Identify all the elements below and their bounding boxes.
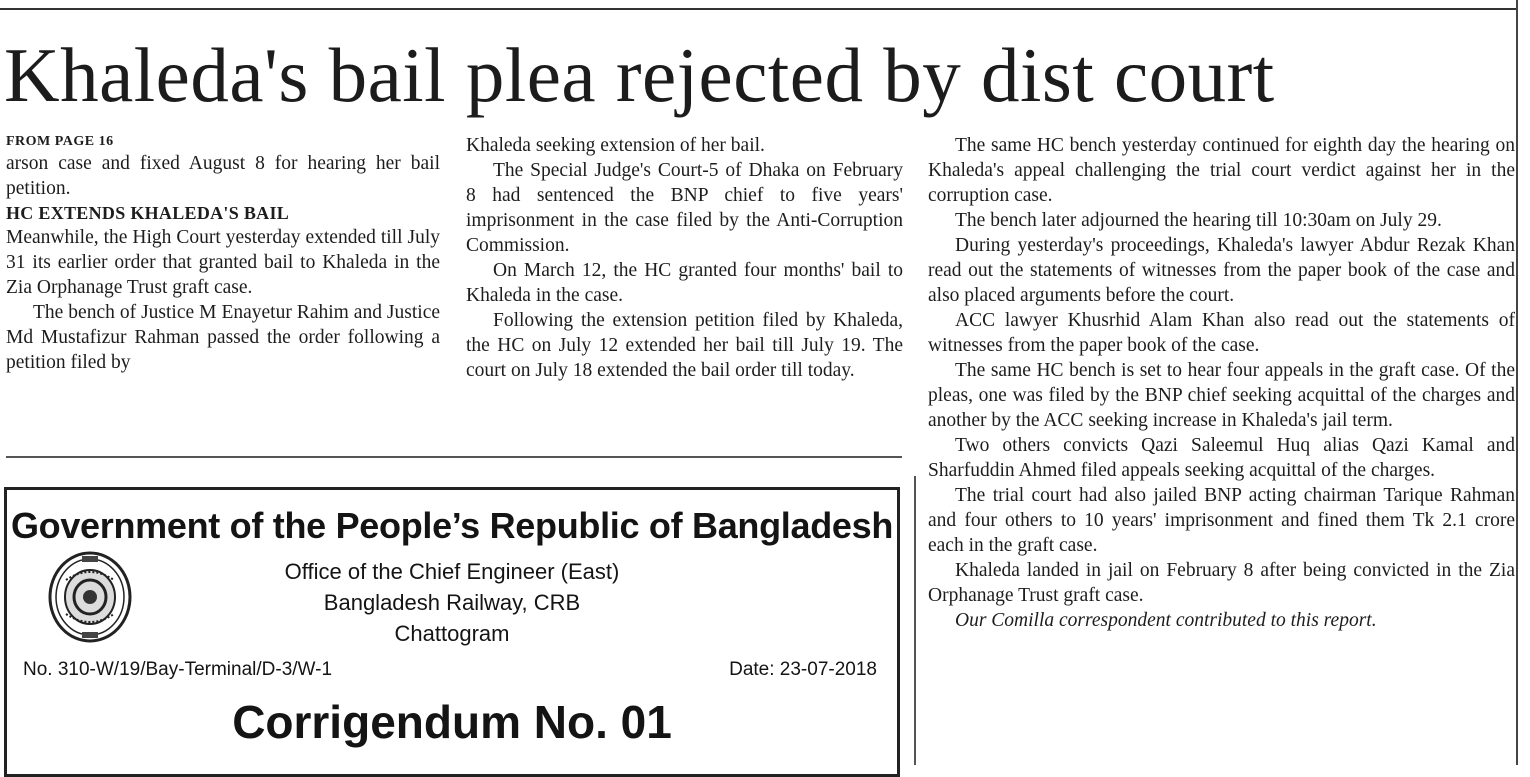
article-column-2 xyxy=(466,133,903,383)
paragraph: The same HC bench is set to hear four appeals in the graft case. Of the pleas, one was filed by the BNP chief seeking acquittal of the charges and another by the ACC seeking increase in Khaleda's jail term. xyxy=(928,360,1515,431)
ad-date: Date: 23-07-2018 xyxy=(729,659,877,680)
right-edge-rule xyxy=(1516,0,1518,765)
ad-office-line: Chattogram xyxy=(394,621,510,646)
paragraph: The trial court had also jailed BNP acting chairman Tarique Rahman and four others to 10 years' imprisonment and fined them Tk 2.1 crore each in the graft case. xyxy=(928,485,1515,556)
government-advertisement xyxy=(4,487,900,777)
ad-reference-number: No. 310-W/19/Bay-Terminal/D-3/W-1 xyxy=(23,659,333,680)
ad-office-line: Bangladesh Railway, CRB xyxy=(323,590,581,615)
paragraph: The bench later adjourned the hearing till 10:30am on July 29. xyxy=(955,210,1442,231)
ad-government-title: Government of the People’s Republic of Bangladesh xyxy=(10,505,894,546)
paragraph: During yesterday's proceedings, Khaleda's lawyer Abdur Rezak Khan read out the statements of witnesses from the paper book of the case and also placed arguments before the court. xyxy=(928,235,1515,306)
byline-credit: Our Comilla correspondent contributed to this report. xyxy=(955,610,1377,631)
paragraph: The Special Judge's Court-5 of Dhaka on February 8 had sentenced the BNP chief to five years' imprisonment in the case filed by the Anti-Corruption Commission. xyxy=(466,160,903,256)
from-page-label: FROM PAGE 16 xyxy=(6,134,114,149)
article-column-1 xyxy=(6,133,440,375)
top-rule xyxy=(0,8,1516,10)
paragraph: ACC lawyer Khusrhid Alam Khan also read out the statements of witnesses from the paper book of the case. xyxy=(928,310,1515,356)
paragraph: The same HC bench yesterday continued for eighth day the hearing on Khaleda's appeal challenging the trial court verdict against her in the corruption case. xyxy=(928,135,1515,206)
paragraph: arson case and fixed August 8 for hearing her bail petition. xyxy=(6,153,440,199)
paragraph: Khaleda seeking extension of her bail. xyxy=(466,135,765,156)
column-divider xyxy=(914,476,916,765)
ad-corrigendum-title: Corrigendum No. 01 xyxy=(232,696,672,748)
paragraph: Following the extension petition filed by Khaleda, the HC on July 12 extended her bail till July 19. The court on July 18 extended the bail order till today. xyxy=(466,310,903,381)
paragraph: Two others convicts Qazi Saleemul Huq alias Qazi Kamal and Sharfuddin Ahmed filed appeals seeking acquittal of the charges. xyxy=(928,435,1515,481)
paragraph: Khaleda landed in jail on February 8 after being convicted in the Zia Orphanage Trust graft case. xyxy=(928,560,1515,606)
section-divider xyxy=(6,456,902,458)
ad-office-address xyxy=(7,556,897,649)
article-column-3 xyxy=(928,133,1515,633)
paragraph: Meanwhile, the High Court yesterday extended till July 31 its earlier order that granted bail to Khaleda in the Zia Orphanage Trust graft case. xyxy=(6,227,440,298)
ad-office-line: Office of the Chief Engineer (East) xyxy=(284,559,620,584)
headline: Khaleda's bail plea rejected by dist court xyxy=(4,32,1275,118)
paragraph: On March 12, the HC granted four months' bail to Khaleda in the case. xyxy=(466,260,903,306)
paragraph: The bench of Justice M Enayetur Rahim and Justice Md Mustafizur Rahman passed the order following a petition filed by xyxy=(6,302,440,373)
subheading: HC EXTENDS KHALEDA'S BAIL xyxy=(6,203,290,223)
